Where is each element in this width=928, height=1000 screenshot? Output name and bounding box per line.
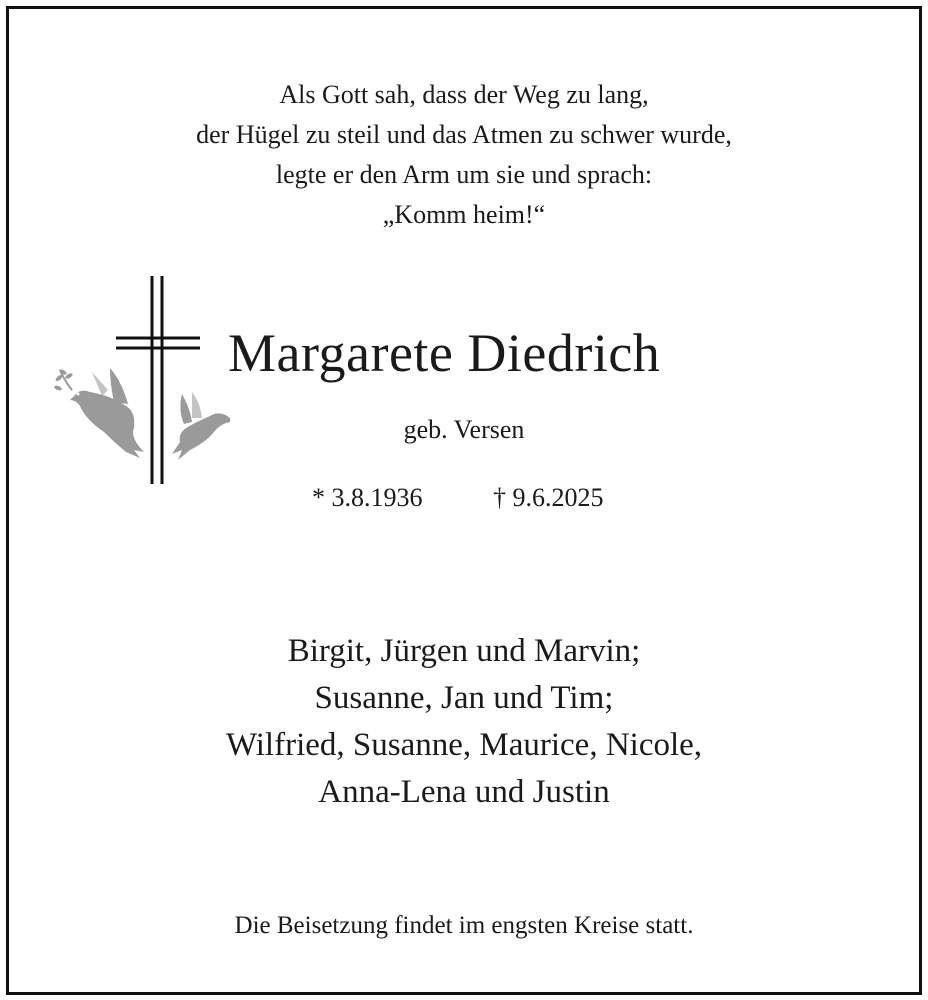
- poem-line: „Komm heim!“: [382, 200, 546, 229]
- mourners-line: Anna-Lena und Justin: [318, 774, 610, 810]
- mourners-line: Susanne, Jan und Tim;: [314, 680, 614, 716]
- poem-line: legte er den Arm um sie und sprach:: [275, 160, 653, 189]
- deceased-name: Margarete Diedrich: [228, 323, 661, 383]
- death-date: † 9.6.2025: [493, 483, 604, 512]
- mourners-line: Birgit, Jürgen und Marvin;: [287, 633, 641, 669]
- mourners-line: Wilfried, Susanne, Maurice, Nicole,: [225, 727, 703, 763]
- poem-line: Als Gott sah, dass der Weg zu lang,: [279, 80, 649, 109]
- memorial-emblem: [50, 272, 240, 488]
- poem: [0, 75, 928, 235]
- burial-notice: Die Beisetzung findet im engsten Kreise statt.: [234, 912, 694, 939]
- birth-date: * 3.8.1936: [312, 483, 423, 512]
- mourners-list: [0, 628, 928, 816]
- poem-line: der Hügel zu steil und das Atmen zu schwer wurde,: [196, 120, 732, 149]
- maiden-name: geb. Versen: [403, 415, 525, 444]
